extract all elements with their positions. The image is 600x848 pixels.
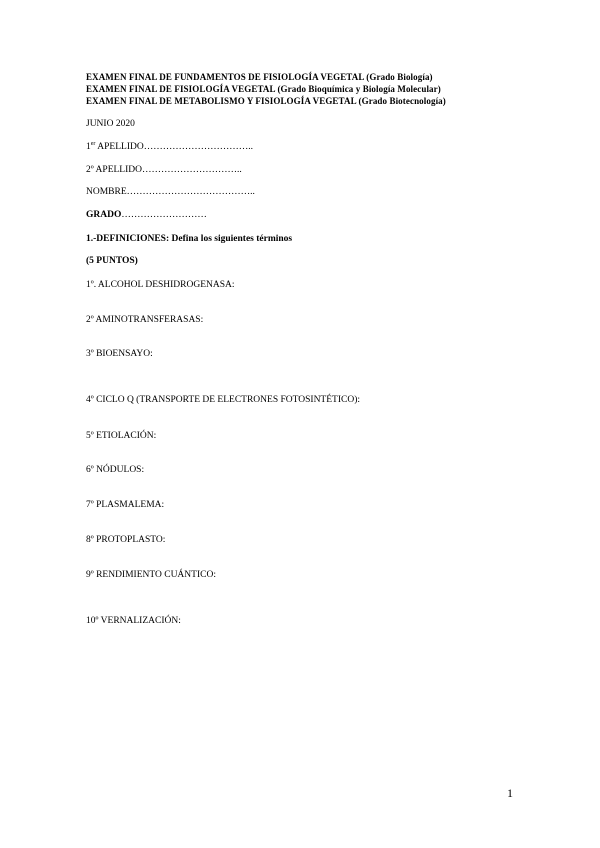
term-10: 10º VERNALIZACIÓN:: [86, 616, 181, 626]
degree-label: GRADO: [86, 210, 122, 220]
name-field: NOMBRE…………………………………..: [86, 187, 255, 197]
section-instruction: : Defina los siguientes términos: [165, 234, 293, 244]
term-7: 7º PLASMALEMA:: [86, 500, 165, 510]
page-number: 1: [507, 786, 513, 800]
degree-field: [86, 210, 207, 221]
term-5: 5º ETIOLACIÓN:: [86, 431, 157, 441]
term-9: 9º RENDIMIENTO CUÁNTICO:: [86, 570, 216, 580]
term-6: 6º NÓDULOS:: [86, 465, 145, 475]
header-line-3: EXAMEN FINAL DE METABOLISMO Y FISIOLOGÍA VEGETAL (Grado Biotecnología): [86, 96, 446, 106]
header-line-2: EXAMEN FINAL DE FISIOLOGÍA VEGETAL (Grado Bioquímica y Biología Molecular): [86, 84, 441, 94]
section-points: (5 PUNTOS): [86, 256, 138, 266]
first-surname-field: [86, 142, 253, 153]
section-heading: 1.-DEFINICIONES: [86, 234, 166, 244]
term-8: 8º PROTOPLASTO:: [86, 535, 166, 545]
exam-date: JUNIO 2020: [86, 119, 135, 129]
first-surname-number: 1: [86, 142, 91, 152]
term-4: 4º CICLO Q (TRANSPORTE DE ELECTRONES FOTOSINTÉTICO):: [86, 395, 361, 405]
term-2: 2º AMINOTRANSFERASAS:: [86, 315, 204, 325]
header-line-1: EXAMEN FINAL DE FUNDAMENTOS DE FISIOLOGÍA VEGETAL (Grado Biología): [86, 72, 433, 82]
first-surname-suffix: er: [90, 140, 96, 147]
first-surname-label: APELLIDO……………………………..: [95, 142, 253, 152]
term-3: 3º BIOENSAYO:: [86, 349, 153, 359]
degree-dots: ………………………: [121, 210, 207, 220]
term-1: 1º. ALCOHOL DESHIDROGENASA:: [86, 280, 235, 290]
section-title: [86, 234, 292, 245]
second-surname-field: 2º APELLIDO…………………………..: [86, 165, 242, 175]
